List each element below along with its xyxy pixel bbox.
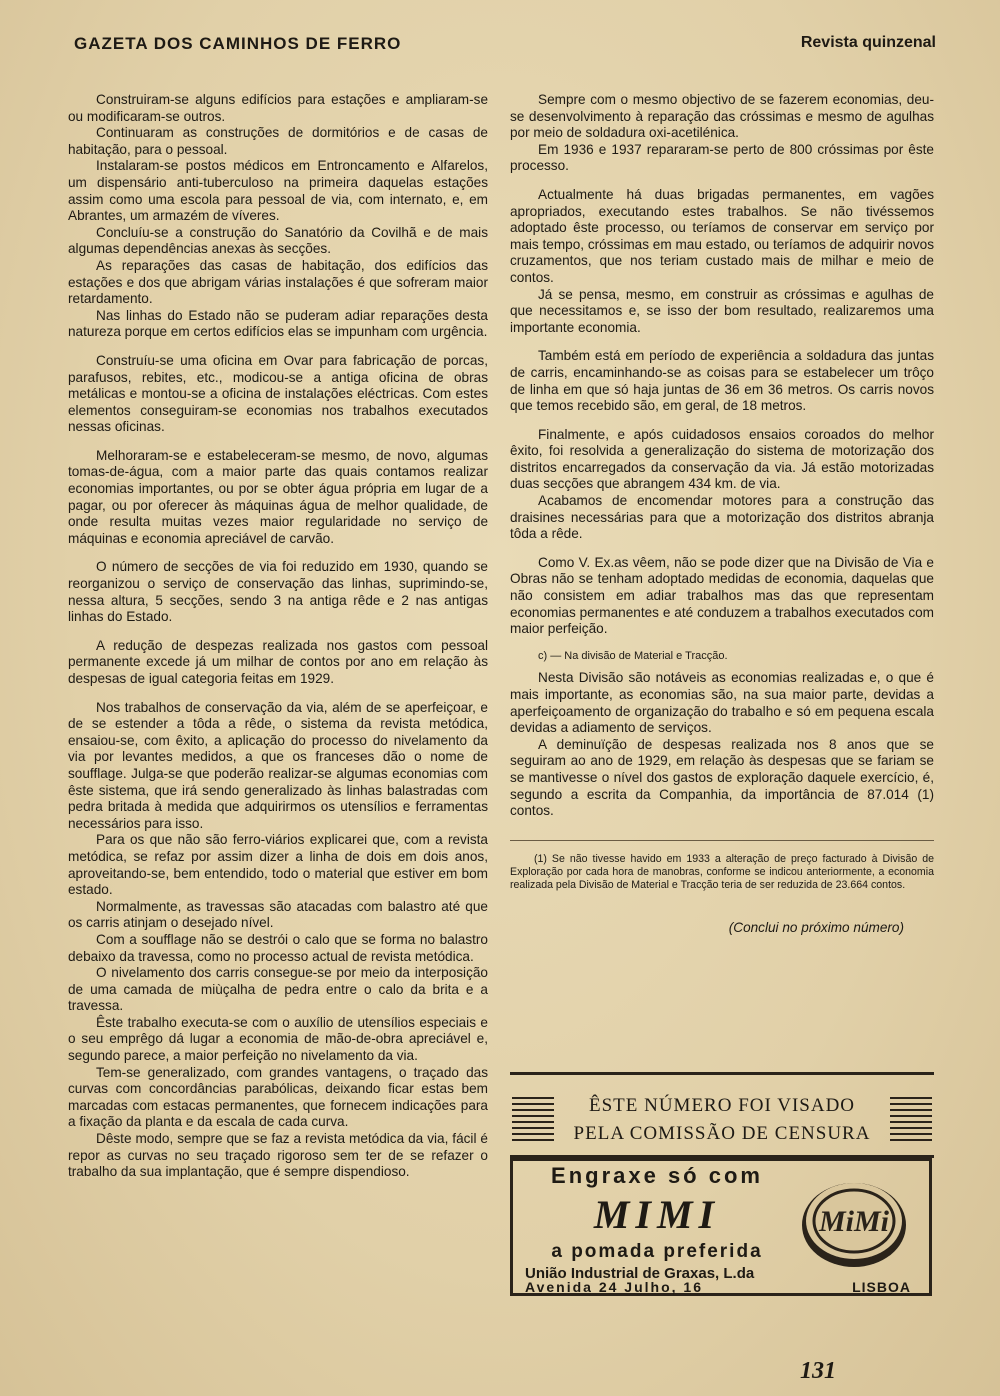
paragraph: Nesta Divisão são notáveis as economias realizadas e, o que é mais importante, as economias são, na sua maior parte, devidas a aperfeiçoamento de organização do trabalho e só em pequena escala devidas a adiamento de serviços. — [510, 670, 934, 736]
paragraph: Normalmente, as travessas são atacadas com balastro até que os carris atinjam o desejado nível. — [68, 898, 488, 931]
paragraph: Êste trabalho executa-se com o auxílio de utensílios especiais e o seu emprêgo dá lugar a economia de mão-de-obra apreciável e, segundo parece, a maior perfeição no nivelamento da via. — [68, 1014, 488, 1064]
section-subheading: c) — Na divisão de Material e Tracção. — [538, 649, 728, 662]
paragraph: Com a soufflage não se destrói o calo que se forma no balastro debaixo da travessa, como no processo actual de revista metódica. — [68, 931, 488, 964]
paragraph: Actualmente há duas brigadas permanentes, em vagões apropriados, executando estes trabalhos. Se não tivéssemos adoptado êste processo, ou teríamos de conservar em serviço por mais tempo, cróssimas em mau estado, ou teríamos de adquirir novos cruzamentos, que nos teriam custado mais de milhar e meio de contos. — [510, 186, 934, 285]
paragraph: Finalmente, e após cuidadosos ensaios coroados do melhor êxito, foi resolvida a generalização do sistema de motorização dos distritos encarregados da conservação da via. Já estão motorizadas duas secções que abrangem 434 km. de via. — [510, 426, 934, 492]
paragraph: As reparações das casas de habitação, dos edifícios das estações e dos que abrigam várias instalações é que sofreram maior retardamento. — [68, 257, 488, 307]
paragraph: Melhoraram-se e estabeleceram-se mesmo, de novo, algumas tomas-de-água, com a maior parte das quais contamos realizar economias importantes, ou por se obter água própria em lugar de a pagar, ou por oferecer às máquinas água de melhor qualidade, de onde resulta muitas vezes maior regularidade no serviço de máquinas e economia apreciável de carvão. — [68, 447, 488, 546]
censorship-line-1: ÊSTE NÚMERO FOI VISADO — [588, 1095, 856, 1116]
paragraph: Em 1936 e 1937 repararam-se perto de 800 cróssimas por êste processo. — [510, 141, 934, 174]
page-number: 131 — [800, 1358, 836, 1384]
publication-subtitle: Revista quinzenal — [800, 34, 936, 51]
paragraph: Instalaram-se postos médicos em Entroncamento e Alfarelos, um dispensário anti-tuberculoso na primeira daquelas estações assim como uma escola para pessoal de via, com internato, e, em Abrantes, um armazém de víveres. — [68, 158, 488, 224]
paragraph: A deminuïção de despesas realizada nos 8 anos que se seguiram ao ano de 1929, em relação às despesas que se fariam se se mantivesse o nível dos gastos de exploração daquele exercício, é, segundo a escrita da Companhia, da importância de 87.014 (1) contos. — [510, 736, 934, 819]
paragraph: O nivelamento dos carris consegue-se por meio da interposição de uma camada de miùçalha de pedra entre o calo da brita e a travessa. — [68, 965, 488, 1014]
paragraph: Sempre com o mesmo objectivo de se fazerem economias, deu-se desenvolvimento à reparação das cróssimas e mesmo de agulhas por meio de soldadura oxi-acetilénica. — [510, 92, 934, 141]
paragraph: Tem-se generalizado, com grandes vantagens, o traçado das curvas com concordâncias parabólicas, deixando ficar estas bem marcadas com estacas permanentes, que fornecem indicações para a fixação da planta e da escala de cada curva. — [68, 1064, 488, 1130]
paragraph: Construiram-se alguns edifícios para estações e ampliaram-se ou modificaram-se outros. — [68, 92, 488, 124]
publication-title: GAZETA DOS CAMINHOS DE FERRO — [74, 34, 402, 53]
footnote: (1) Se não tivesse havido em 1933 a alteração de preço facturado à Divisão de Exploração por cada hora de manobras, conforme se indicou anteriormente, a economia realizada pela Divisão de Material e Tracção teria de ser reduzida de 23.664 contos. — [510, 840, 934, 892]
logo-text: MiMi — [818, 1205, 890, 1238]
paragraph: Nos trabalhos de conservação da via, além de se aperfeiçoar, e de se estender a tôda a rêde, o sistema da revista metódica, ensaiou-se, com êxito, a aplicação do processo do nivelamento da via por levantes medidos, a que os franceses dão o nome de soufflage. Julga-se que poderão realizar-se algumas economias com êste sistema, que irá sendo generalizado às linhas balastradas com pedra britada à medida que adquirirmos os utensílios e ferramentas necessários para isso. — [68, 699, 488, 831]
paragraph: Continuaram as construções de dormitórios e de casas de habitação, para o pessoal. — [68, 125, 488, 157]
left-column — [68, 92, 488, 1181]
right-column — [510, 92, 934, 936]
paragraph: Construíu-se uma oficina em Ovar para fabricação de porcas, parafusos, rebites, etc., modicou-se a antiga oficina de obras metálicas e montou-se a oficina de instalações eléctricas. Com estes elementos conseguiram-se economias nos trabalhos executados nessas oficinas. — [68, 352, 488, 435]
polish-tin-logo-icon — [799, 1171, 909, 1271]
censorship-notice — [510, 1072, 934, 1158]
advertisement — [510, 1158, 932, 1296]
paragraph: Nas linhas do Estado não se puderam adiar reparações desta natureza porque em certos edifícios elas se impunham com urgência. — [68, 307, 488, 340]
paragraph: Para os que não são ferro-viários explicarei que, com a revista metódica, se refaz por assim dizer a linha de dois em dois anos, aproveitando-se, bem entendido, todo o material que estiver em bom estado. — [68, 832, 488, 898]
paragraph: Dêste modo, sempre que se faz a revista metódica da via, fácil é repor as curvas no seu traçado rigoroso sem ter de se refazer o trabalho da sua implantação, que é sempre dispendioso. — [68, 1131, 488, 1180]
continued-note: (Conclui no próximo número) — [728, 919, 904, 935]
paragraph: A redução de despezas realizada nos gastos com pessoal permanente excede já um milhar de contos por ano em relação às despesas de igual categoria feitas em 1929. — [68, 637, 488, 686]
ad-slogan: a pomada preferida — [551, 1241, 763, 1262]
censorship-line-2: PELA COMISSÃO DE CENSURA — [573, 1123, 871, 1144]
paragraph: Acabamos de encomendar motores para a construção das draisines necessárias para que a motorização dos distritos abranja tôda a rêde. — [510, 493, 934, 542]
ad-company: União Industrial de Graxas, L.da — [525, 1265, 755, 1282]
paragraph: O número de secções de via foi reduzido em 1930, quando se reorganizou o serviço de conservação das linhas, suprimindo-se, nessa altura, 5 secções, sendo 3 na antiga rêde e 2 nas antigas linhas do Estado. — [68, 559, 488, 625]
ad-tagline: Engraxe só com — [551, 1163, 763, 1188]
ad-city: LISBOA — [852, 1279, 911, 1295]
paragraph: Como V. Ex.as vêem, não se pode dizer que na Divisão de Via e Obras não se tenham adoptado medidas de economia, daquelas que não consistem em adiar trabalhos mas das que representam economias permanentes e até conduzem a trabalhos executados com maior perfeição. — [510, 554, 934, 637]
ad-address: Avenida 24 Julho, 16 — [525, 1279, 703, 1295]
ad-brand: MIMI — [593, 1192, 721, 1237]
paragraph: Também está em período de experiência a soldadura das juntas de carris, encaminhando-se as coisas para se estabelecer um trôço de linha em que só haja juntas de 36 em 36 metros. Os carris novos que temos recebido são, em geral, de 18 metros. — [510, 348, 934, 414]
paragraph: Já se pensa, mesmo, em construir as cróssimas e agulhas de que necessitamos e, se isso der bom resultado, realizaremos uma importante economia. — [510, 286, 934, 335]
paragraph: Concluíu-se a construção do Sanatório da Covilhã e de mais algumas dependências anexas às secções. — [68, 224, 488, 257]
